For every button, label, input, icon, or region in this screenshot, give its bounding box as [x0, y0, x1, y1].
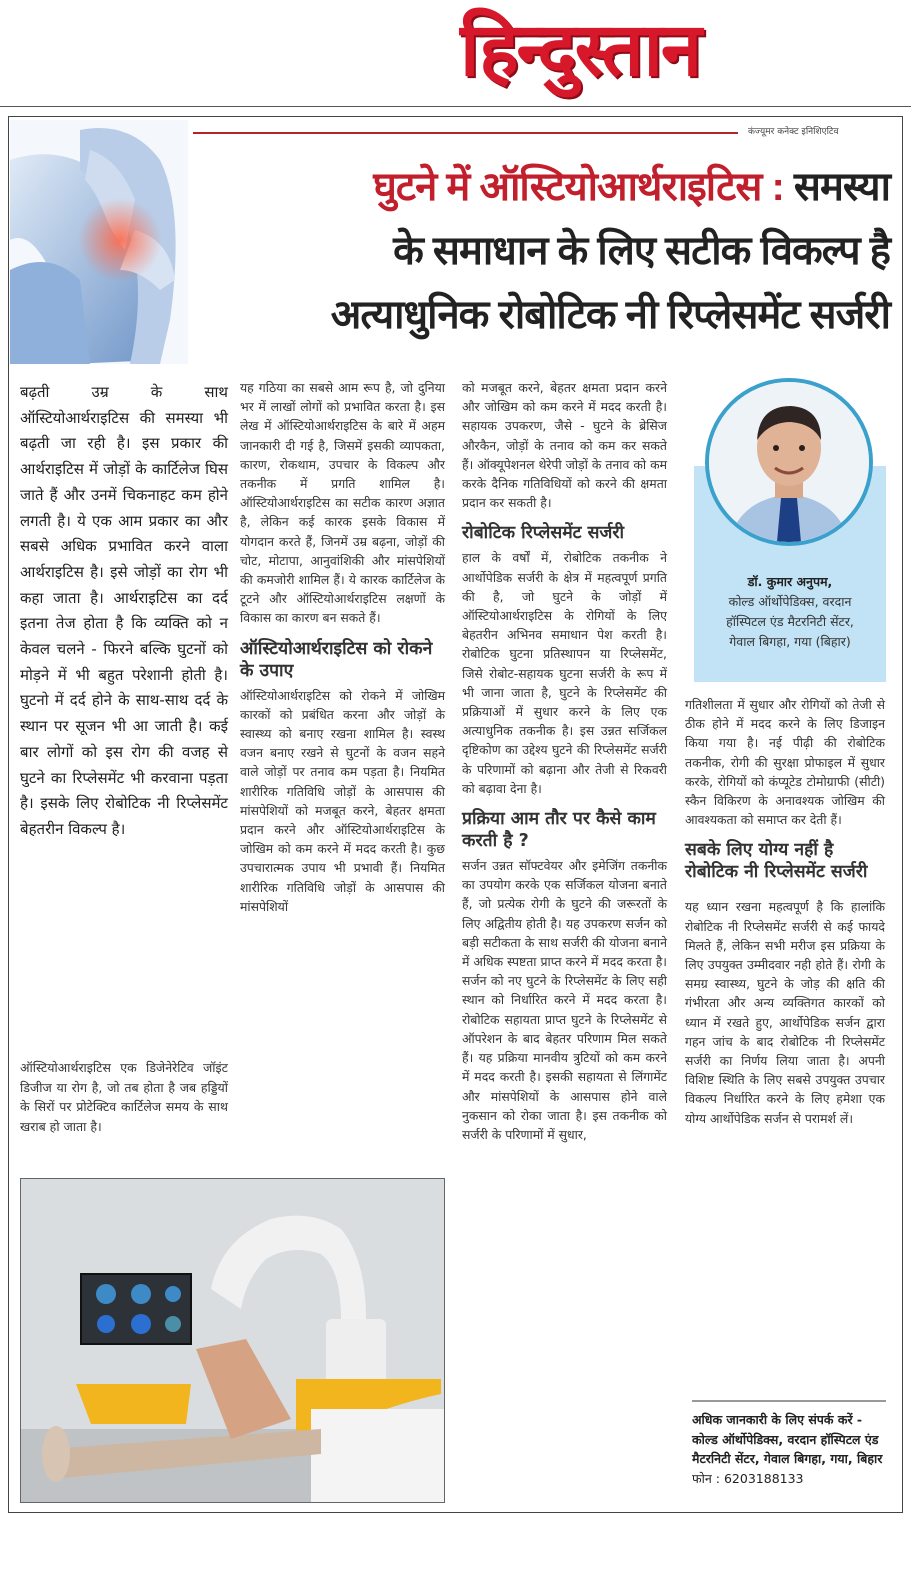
- masthead-divider: [0, 106, 911, 107]
- column-1-text: ऑस्टियोआर्थराइटिस एक डिजेनेरेटिव जॉइंट डिजीज या रोग है, जो तब होता है जब हड्डियों के सिरों पर प्रोटेक्टिव कार्टिलेज समय के साथ खराब हो जाता है।: [20, 1060, 228, 1134]
- initiative-label: कंज्यूमर कनेक्ट इनिशिएटिव: [748, 127, 839, 137]
- robotic-surgery-image: [20, 1178, 445, 1503]
- column-1-body: [20, 1058, 228, 1136]
- prevention-text: ऑस्टियोआर्थराइटिस को रोकने में जोखिम कारकों को प्रबंधित करना और जोड़ों के स्वास्थ्य को बनाए रखना शामिल है। स्वस्थ वजन बनाए रखने से घुटनों के वजन सहने वाले जोड़ों पर तनाव कम पड़ता है। नियमित शारीरिक गतिविधि जोड़ों के आसपास की मांसपेशियों को मजबूत करने, बेहतर क्षमता प्रदान करने और ऑस्टियोआर्थराइटिस के जोखिम को कम करने में मदद करती है। कुछ उपचारात्मक उपाय भी प्रभावी हैं। नियमित शारीरिक गतिविधि जोड़ों के आसपास की मांसपेशियों: [240, 687, 445, 914]
- column-4: [685, 695, 885, 1128]
- doctor-affiliation-2: हॉस्पिटल एंड मैटरनिटी सेंटर,: [726, 614, 854, 629]
- prevention-heading: ऑस्टियोआर्थराइटिस को रोकने के उपाए: [240, 638, 433, 681]
- doctor-caption: [694, 572, 886, 652]
- suitability-heading: सबके लिए योग्य नहीं है रोबोटिक नी रिप्लेसमेंट सर्जरी: [685, 840, 868, 883]
- column-3: [462, 378, 667, 1144]
- initiative-rule: [193, 132, 738, 134]
- robotic-text: हाल के वर्षों में, रोबोटिक तकनीक ने आर्थोपेडिक सर्जरी के क्षेत्र में महत्वपूर्ण प्रगति की है, जो घुटने के जोड़ों में ऑस्टियोआर्थराइटिस के रोगियों के लिए बेहतरीन अभिनव समाधान पेश करती है। रोबोटिक घुटना प्रतिस्थापन या रिप्लेसमेंट, जिसे रोबोट-सहायक घुटना सर्जरी के रूप में भी जाना जाता है, घुटने के रिप्लेसमेंट की प्रक्रियाओं में सुधार करने के लिए एक अत्याधुनिक तकनीक है। इस उन्नत सर्जिकल दृष्टिकोण का उद्देश्य घुटने की रिप्लेसमेंट सर्जरी के परिणामों को बढ़ाना और तेजी से रिकवरी को बढ़ावा देना है।: [462, 550, 667, 796]
- phone-number[interactable]: 6203188133: [723, 1470, 804, 1486]
- masthead-logo: [330, 0, 830, 100]
- headline: [190, 155, 890, 347]
- knee-pain-image: [10, 120, 188, 364]
- doctor-name: डॉ. कुमार अनुपम,: [747, 574, 833, 589]
- headline-line-2: के समाधान के लिए सटीक विकल्प है: [393, 229, 890, 273]
- column-3-top-text: को मजबूत करने, बेहतर क्षमता प्रदान करने और जोखिम को कम करने में मदद करती है। सहायक उपकरण, जैसे - घुटने के ब्रेसिज औरकैन, जोड़ों के तनाव को कम कर सकते हैं। ऑक्यूपेशनल थेरेपी जोड़ों के तनाव को कम करके दैनिक गतिविधियों को करने की क्षमता प्रदान कर सकती है।: [462, 380, 667, 511]
- intro-column: [20, 380, 228, 843]
- headline-red-part: घुटने में ऑस्टियोआर्थराइटिस :: [373, 165, 784, 209]
- contact-divider: [692, 1400, 886, 1402]
- doctor-photo: [705, 378, 873, 546]
- doctor-affiliation-1: कोल्ड ऑर्थोपेडिक्स, वरदान: [728, 594, 852, 609]
- doctor-location: गेवाल बिगहा, गया (बिहार): [729, 634, 851, 649]
- column-2: [240, 378, 445, 916]
- process-heading: प्रक्रिया आम तौर पर कैसे काम करती है ?: [462, 809, 656, 852]
- headline-dark-part: समस्या: [783, 165, 890, 209]
- phone-label: फोन :: [692, 1470, 720, 1486]
- suitability-text: यह ध्यान रखना महत्वपूर्ण है कि हालांकि रोबोटिक नी रिप्लेसमेंट सर्जरी से कई फायदे मिलते हैं, लेकिन सभी मरीज इस प्रक्रिया के लिए उपयुक्त उम्मीदवार नही होते हैं। रोगी के समग्र स्वास्थ्य, घुटने के जोड़ की क्षति की गंभीरता और अन्य व्यक्तिगत कारकों को ध्यान में रखते हुए, आर्थोपेडिक सर्जन द्वारा गहन जांच के बाद रोबोटिक नी रिप्लेसमेंट सर्जरी का निर्णय लिया जाता है। अपनी विशिष्ट स्थिति के लिए सबसे उपयुक्त उपचार विकल्प निर्धारित करने के लिए हमेशा एक योग्य आर्थोपेडिक सर्जन से परामर्श लें।: [685, 899, 885, 1126]
- intro-text: बढ़ती उम्र के साथ ऑस्टियोआर्थराइटिस की समस्या भी बढ़ती जा रही है। इस प्रकार की आर्थराइटिस में जोड़ों के कार्टिलेज घिस जाते हैं और उनमें चिकनाहट कम होने लगती है। ये एक आम प्रकार का और सबसे अधिक प्रभावित करने वाला आर्थराइटिस है। इसे जोड़ों का रोग भी कहा जाता है। आर्थराइटिस का दर्द इतना तेज होता है कि व्यक्ति को न केवल चलने - फिरने बल्कि घुटनों को मोड़ने में भी बहुत परेशानी होती है। घुटनो में दर्द होने के साथ-साथ दर्द के स्थान पर सूजन भी आ जाती है। कई बार लोगों को इस रोग की वजह से घुटने का रिप्लेसमेंट भी करवाना पड़ता है। इसके लिए रोबोटिक नी रिप्लेसमेंट बेहतरीन विकल्प है।: [20, 383, 228, 838]
- robotic-heading: रोबोटिक रिप्लेसमेंट सर्जरी: [462, 523, 625, 544]
- column-2-text: यह गठिया का सबसे आम रूप है, जो दुनिया भर में लाखों लोगों को प्रभावित करता है। इस लेख में ऑस्टियोआर्थराइटिस के बारे में अहम जानकारी दी गई है, जिसमें इसकी व्यापकता, कारण, रोकथाम, उपचार के विकल्प और तकनीक में प्रगति शामिल है। ऑस्टियोआर्थराइटिस का सटीक कारण अज्ञात है, लेकिन कई कारक इसके विकास में योगदान करते हैं, जिनमें उम्र बढ़ना, जोड़ों की चोट, मोटापा, आनुवांशिकी और मांसपेशियों की कमजोरी शामिल हैं। ये कारक कार्टिलेज के टूटने और ऑस्टियोआर्थराइटिस लक्षणों के विकास का कारण बन सकते हैं।: [240, 380, 445, 626]
- process-text: सर्जन उन्नत सॉफ्टवेयर और इमेजिंग तकनीक का उपयोग करके एक सर्जिकल योजना बनाते हैं, जो प्रत्येक रोगी के घुटने की जरूरतों के लिए अद्वितीय होती है। यह उपकरण सर्जन को बड़ी सटीकता के साथ सर्जरी की योजना बनाने में अधिक स्पष्टता प्राप्त करने में मदद करता है। सर्जन को नए घुटने के रिप्लेसमेंट के लिए सही स्थान को निर्धारित करने में मदद करता है। रोबोटिक सहायता प्राप्त घुटने के रिप्लेसमेंट से ऑपरेशन के बाद बेहतर परिणाम मिल सकते हैं। यह प्रक्रिया मानवीय त्रुटियों को कम करने में मदद करती है। इसकी सहायता से लिंगामेंट और मांसपेशियों के आसपास होने वाले नुकसान को रोका जाता है। इस तकनीक को सर्जरी के परिणामों में सुधार,: [462, 858, 667, 1142]
- column-4-top-text: गतिशीलता में सुधार और रोगियों को तेजी से ठीक होने में मदद करने के लिए डिजाइन किया गया है। नई पीढ़ी की रोबोटिक तकनीक, रोगी की सुरक्षा प्रोफाइल में सुधार करके, रोगियों को कंप्यूटेड टोमोग्राफी (सीटी) स्कैन विकिरण के अनावश्यक जोखिम की आवश्यकता को समाप्त कर देती हैं।: [685, 697, 885, 828]
- contact-box: [692, 1410, 892, 1488]
- headline-line-3: अत्याधुनिक रोबोटिक नी रिप्लेसमेंट सर्जरी: [330, 293, 890, 337]
- contact-text: अधिक जानकारी के लिए संपर्क करें - कोल्ड ऑर्थोपेडिक्स, वरदान हॉस्पिटल एंड मैटरनिटी सेंटर, गेवाल बिगहा, गया, बिहार: [692, 1412, 883, 1466]
- masthead-title: हिन्दुस्तान: [460, 7, 700, 93]
